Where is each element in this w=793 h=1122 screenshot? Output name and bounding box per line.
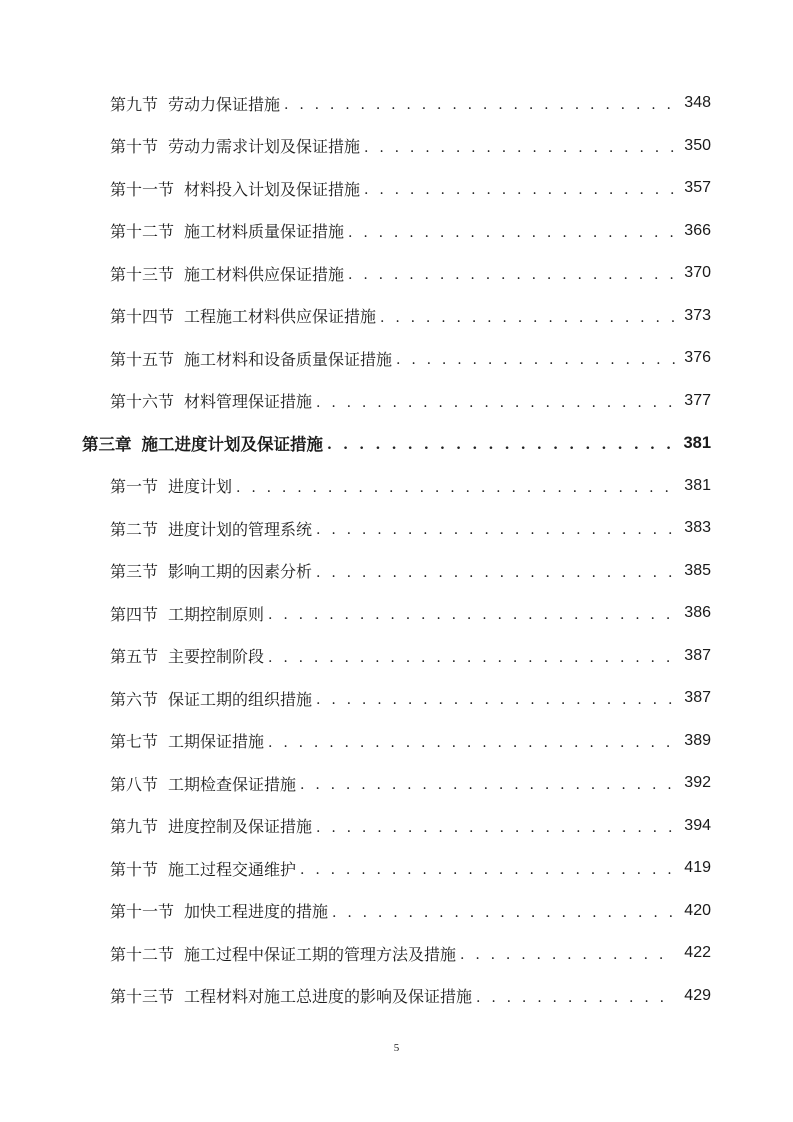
toc-dot-leader: [364, 140, 675, 156]
toc-entry-number: 第九节: [110, 817, 159, 837]
toc-entry-title: 工程施工材料供应保证措施: [184, 307, 377, 327]
toc-entry-title: 工期保证措施: [168, 732, 265, 752]
toc-entry-label: [110, 899, 332, 922]
toc-entry-title: 劳动力需求计划及保证措施: [168, 137, 361, 157]
toc-entry-title: 劳动力保证措施: [168, 94, 281, 114]
toc-section-row[interactable]: [0, 592, 793, 635]
toc-dot-leader: [236, 480, 675, 496]
toc-dot-leader: [380, 310, 675, 326]
toc-dot-leader: [316, 692, 675, 708]
toc-entry-label: [110, 984, 476, 1007]
toc-entry-label: [110, 942, 460, 965]
toc-entry-label: [110, 304, 380, 327]
toc-entry-number: 第十一节: [110, 902, 175, 922]
toc-entry-page: 381: [683, 433, 711, 452]
toc-entry-title: 进度计划的管理系统: [168, 519, 313, 539]
toc-entry-number: 第一节: [110, 477, 159, 497]
toc-entry-page: 348: [684, 94, 711, 112]
toc-entry-label: [110, 729, 268, 752]
toc-entry-title: 工期检查保证措施: [168, 774, 297, 794]
toc-section-row[interactable]: [0, 847, 793, 890]
toc-entry-title: 施工材料质量保证措施: [184, 222, 345, 242]
toc-section-row[interactable]: [0, 82, 793, 125]
toc-entry-number: 第四节: [110, 604, 159, 624]
toc-entry-page: 366: [684, 221, 711, 239]
toc-entry-label: [110, 602, 268, 625]
toc-entry-title: 施工进度计划及保证措施: [141, 435, 323, 455]
toc-entry-page: 392: [684, 774, 711, 792]
toc-section-row[interactable]: [0, 337, 793, 380]
toc-entry-label: [110, 857, 300, 880]
toc-entry-label: [110, 177, 364, 200]
toc-entry-label: [110, 772, 300, 795]
toc-entry-number: 第十三节: [110, 987, 175, 1007]
toc-entry-page: 385: [684, 561, 711, 579]
toc-entry-number: 第三节: [110, 562, 159, 582]
toc-dot-leader: [348, 267, 675, 283]
toc-entry-page: 381: [684, 476, 711, 494]
toc-entry-title: 主要控制阶段: [168, 647, 265, 667]
toc-entry-page: 376: [684, 349, 711, 367]
toc-entry-number: 第十六节: [110, 392, 175, 412]
toc-entry-page: 422: [684, 944, 711, 962]
toc-entry-label: [110, 134, 364, 157]
toc-dot-leader: [268, 735, 675, 751]
toc-dot-leader: [348, 225, 675, 241]
toc-entry-number: 第二节: [110, 519, 159, 539]
toc-entry-number: 第五节: [110, 647, 159, 667]
toc-section-row[interactable]: [0, 805, 793, 848]
toc-dot-leader: [284, 97, 675, 113]
toc-entry-number: 第十四节: [110, 307, 175, 327]
toc-section-row[interactable]: [0, 762, 793, 805]
toc-section-row[interactable]: [0, 295, 793, 338]
toc-entry-label: [110, 814, 316, 837]
toc-entry-page: 386: [684, 604, 711, 622]
toc-dot-leader: [316, 522, 675, 538]
toc-entry-page: 370: [684, 264, 711, 282]
toc-section-row[interactable]: [0, 125, 793, 168]
toc-entry-number: 第十节: [110, 859, 159, 879]
toc-entry-page: 429: [684, 986, 711, 1004]
toc-section-row[interactable]: [0, 890, 793, 933]
page-number: 5: [393, 1042, 400, 1054]
toc-entry-title: 施工过程中保证工期的管理方法及措施: [184, 944, 457, 964]
toc-entry-number: 第三章: [82, 435, 132, 455]
toc-dot-leader: [460, 947, 675, 963]
toc-entry-label: [110, 262, 348, 285]
toc-entry-label: [110, 347, 396, 370]
toc-entry-label: [110, 389, 316, 412]
toc-dot-leader: [332, 905, 675, 921]
toc-entry-label: [110, 219, 348, 242]
toc-section-row[interactable]: [0, 465, 793, 508]
toc-entry-number: 第十二节: [110, 222, 175, 242]
toc-entry-title: 进度控制及保证措施: [168, 817, 313, 837]
toc-entry-label: [110, 474, 236, 497]
toc-entry-page: 387: [684, 646, 711, 664]
toc-entry-number: 第六节: [110, 689, 159, 709]
toc-entry-title: 施工材料和设备质量保证措施: [184, 349, 393, 369]
toc-entry-number: 第九节: [110, 94, 159, 114]
toc-entry-page: 420: [684, 901, 711, 919]
toc-dot-leader: [316, 565, 675, 581]
toc-section-row[interactable]: [0, 635, 793, 678]
toc-section-row[interactable]: [0, 550, 793, 593]
toc-entry-title: 施工材料供应保证措施: [184, 264, 345, 284]
toc-chapter-row[interactable]: [0, 422, 793, 465]
toc-dot-leader: [316, 395, 675, 411]
toc-dot-leader: [476, 990, 675, 1006]
toc-entry-title: 材料管理保证措施: [184, 392, 313, 412]
toc-dot-leader: [327, 437, 675, 453]
toc-entry-page: 350: [684, 136, 711, 154]
toc-entry-label: [82, 431, 327, 455]
toc-section-row[interactable]: [0, 210, 793, 253]
toc-entry-label: [110, 517, 316, 540]
toc-entry-title: 施工过程交通维护: [168, 859, 297, 879]
toc-entry-number: 第七节: [110, 732, 159, 752]
toc-section-row[interactable]: [0, 720, 793, 763]
toc-section-row[interactable]: [0, 677, 793, 720]
toc-section-row[interactable]: [0, 167, 793, 210]
toc-entry-number: 第十三节: [110, 264, 175, 284]
toc-entry-page: 419: [684, 859, 711, 877]
toc-entry-title: 进度计划: [168, 477, 233, 497]
toc-entry-number: 第八节: [110, 774, 159, 794]
toc-entry-page: 389: [684, 731, 711, 749]
toc-dot-leader: [316, 820, 675, 836]
toc-entry-page: 373: [684, 306, 711, 324]
toc-entry-title: 工期控制原则: [168, 604, 265, 624]
toc-dot-leader: [268, 650, 675, 666]
toc-section-row[interactable]: [0, 975, 793, 1018]
toc-section-row[interactable]: [0, 507, 793, 550]
toc-entry-number: 第十五节: [110, 349, 175, 369]
toc-entry-page: 387: [684, 689, 711, 707]
toc-dot-leader: [364, 182, 675, 198]
toc-entry-page: 357: [684, 179, 711, 197]
toc-section-row[interactable]: [0, 252, 793, 295]
toc-dot-leader: [300, 777, 675, 793]
toc-dot-leader: [396, 352, 675, 368]
toc-dot-leader: [300, 862, 675, 878]
toc-entry-number: 第十节: [110, 137, 159, 157]
toc-dot-leader: [268, 607, 675, 623]
toc-entry-label: [110, 92, 284, 115]
toc-entry-number: 第十二节: [110, 944, 175, 964]
toc-entry-page: 377: [684, 391, 711, 409]
toc-section-row[interactable]: [0, 380, 793, 423]
toc-entry-label: [110, 644, 268, 667]
toc-entry-title: 加快工程进度的措施: [184, 902, 329, 922]
toc-entry-title: 保证工期的组织措施: [168, 689, 313, 709]
toc-entry-title: 材料投入计划及保证措施: [184, 179, 361, 199]
toc-entry-label: [110, 687, 316, 710]
toc-entry-title: 工程材料对施工总进度的影响及保证措施: [184, 987, 473, 1007]
toc-entry-label: [110, 559, 316, 582]
toc-section-row[interactable]: [0, 932, 793, 975]
table-of-contents: [0, 82, 793, 1017]
toc-entry-page: 394: [684, 816, 711, 834]
toc-entry-number: 第十一节: [110, 179, 175, 199]
toc-entry-title: 影响工期的因素分析: [168, 562, 313, 582]
toc-entry-page: 383: [684, 519, 711, 537]
